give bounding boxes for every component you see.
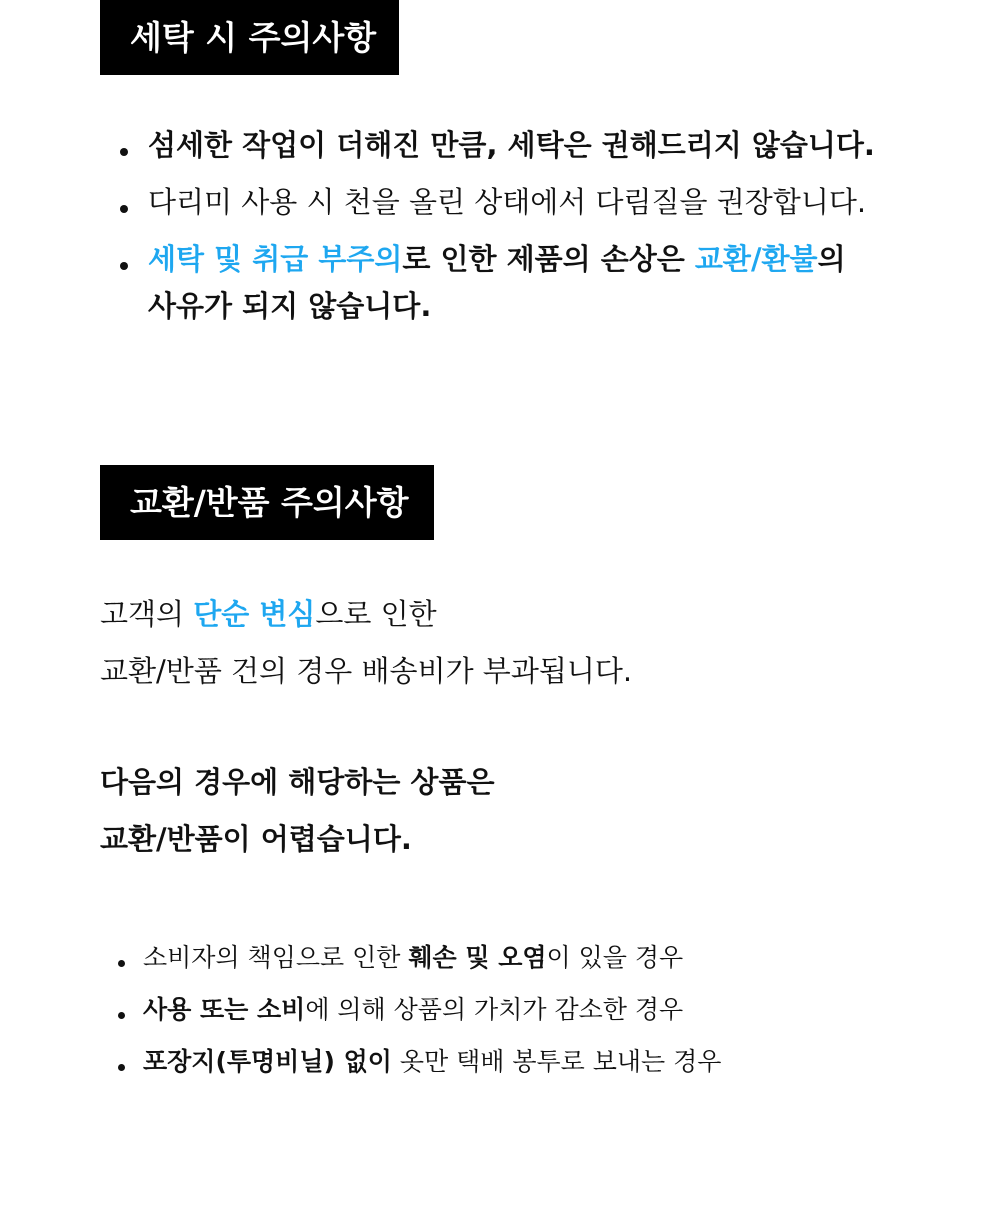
wash-caution-item-text: 로 인한 제품의 손상은	[402, 242, 695, 276]
wash-caution-item-text: 섬세한 작업이 더해진 만큼, 세탁은 권해드리지 않습니다.	[148, 128, 875, 162]
wash-caution-list	[148, 122, 908, 340]
case-text: 소비자의 책임으로 인한	[143, 943, 409, 972]
notice-text: 고객의	[100, 597, 194, 631]
wash-caution-item-damage	[148, 236, 908, 330]
case-item-no-packaging	[143, 1042, 903, 1082]
wash-caution-item-no-wash	[148, 122, 908, 169]
shipping-fee-notice	[100, 586, 900, 700]
case-bold: 포장지(투명비닐) 없이	[143, 1047, 392, 1076]
case-text: 옷만 택배 봉투로 보내는 경우	[391, 1047, 722, 1076]
wash-caution-item-text: 사유가 되지 않습니다.	[148, 289, 432, 323]
wash-caution-item-text: 다리미 사용 시 천을 올린 상태에서 다림질을 권장합니다.	[148, 185, 867, 219]
non-returnable-cases-list	[143, 938, 903, 1094]
case-text: 이 있을 경우	[546, 943, 684, 972]
highlight-careless-handling: 세탁 및 취급 부주의	[148, 242, 403, 276]
case-text: 에 의해 상품의 가치가 감소한 경우	[305, 995, 684, 1024]
exchange-caution-title: 교환/반품 주의사항	[100, 465, 434, 540]
non-returnable-heading	[100, 754, 900, 868]
case-item-damage	[143, 938, 903, 978]
highlight-simple-change-of-mind: 단순 변심	[193, 597, 316, 631]
case-bold: 사용 또는 소비	[143, 995, 306, 1024]
case-item-used	[143, 990, 903, 1030]
heading-line: 다음의 경우에 해당하는 상품은	[100, 765, 495, 799]
heading-line: 교환/반품이 어렵습니다.	[100, 822, 412, 856]
case-bold: 훼손 및 오염	[408, 943, 547, 972]
notice-text: 교환/반품 건의 경우 배송비가 부과됩니다.	[100, 654, 633, 688]
notice-text: 으로 인한	[315, 597, 437, 631]
wash-caution-item-text: 의	[817, 242, 846, 276]
wash-caution-title: 세탁 시 주의사항	[100, 0, 399, 75]
wash-caution-item-ironing	[148, 179, 908, 226]
highlight-exchange-refund: 교환/환불	[694, 242, 818, 276]
